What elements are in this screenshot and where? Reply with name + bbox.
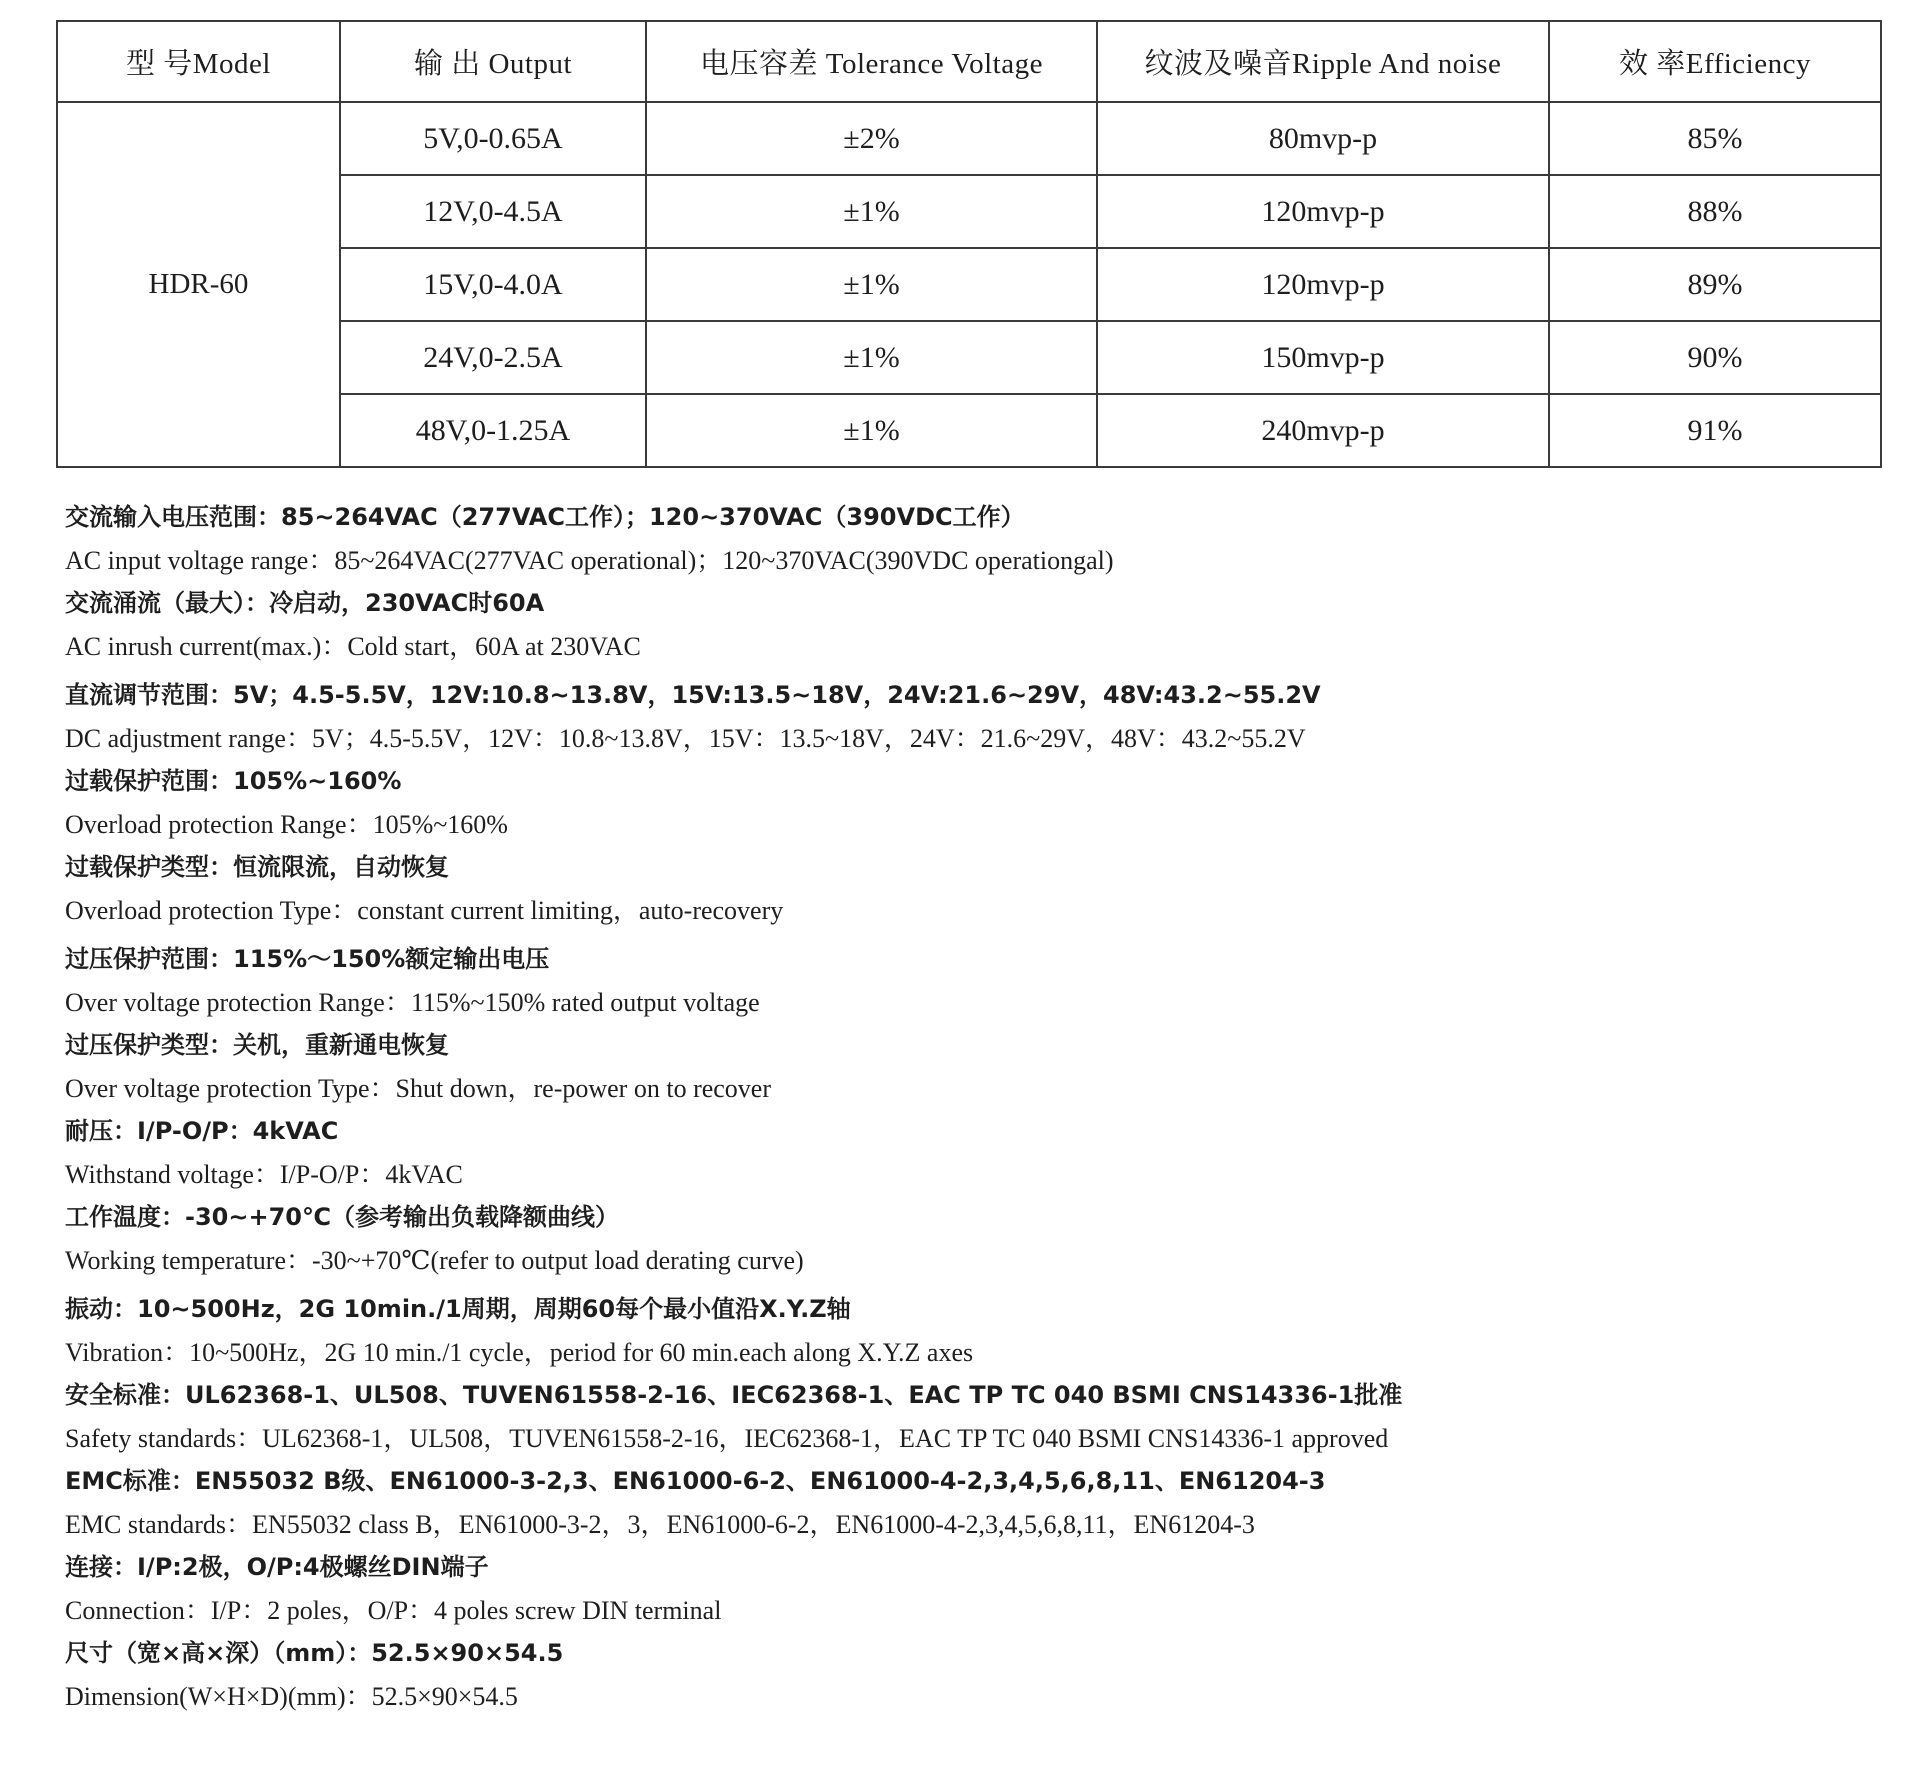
spec-emc-cn: EMC标准：EN55032 B级、EN61000-3-2,3、EN61000-6-2、EN61000-4-2,3,4,5,6,8,11、EN61204-3 <box>65 1467 1326 1495</box>
header-output: 输 出 Output <box>340 21 646 102</box>
spec-ac-input-cn: 交流输入电压范围：85~264VAC（277VAC工作）；120~370VAC（390VDC工作） <box>65 503 1025 531</box>
spec-dimension-cn: 尺寸（宽×高×深）（mm）：52.5×90×54.5 <box>65 1639 564 1667</box>
efficiency-cell: 90% <box>1549 321 1881 394</box>
spec-overvoltage-type-en: Over voltage protection Type：Shut down，re-power on to recover <box>65 1074 771 1103</box>
ripple-cell: 240mvp-p <box>1097 394 1549 467</box>
spec-dimension-en: Dimension(W×H×D)(mm)：52.5×90×54.5 <box>65 1682 518 1711</box>
spec-temperature-en: Working temperature：-30~+70℃(refer to output load derating curve) <box>65 1246 804 1275</box>
spec-overload-range-en: Overload protection Range：105%~160% <box>65 810 508 839</box>
header-tolerance: 电压容差 Tolerance Voltage <box>646 21 1097 102</box>
spec-dc-adjust-en: DC adjustment range：5V；4.5-5.5V，12V：10.8~13.8V，15V：13.5~18V，24V：21.6~29V，48V：43.2~55.2V <box>65 724 1306 753</box>
spec-inrush-cn: 交流涌流（最大）：冷启动，230VAC时60A <box>65 589 545 617</box>
spec-overload-type-cn: 过载保护类型：恒流限流，自动恢复 <box>65 853 449 881</box>
spec-withstand-cn: 耐压：I/P-O/P：4kVAC <box>65 1117 339 1145</box>
spec-safety-en: Safety standards：UL62368-1，UL508，TUVEN61558-2-16，IEC62368-1，EAC TP TC 040 BSMI CNS14336-1 approved <box>65 1424 1389 1453</box>
spec-vibration-cn: 振动：10~500Hz，2G 10min./1周期，周期60每个最小值沿X.Y.Z轴 <box>65 1295 851 1323</box>
spec-overvoltage-range-cn: 过压保护范围：115%～150%额定输出电压 <box>65 945 550 973</box>
output-cell: 15V,0-4.0A <box>340 248 646 321</box>
efficiency-cell: 85% <box>1549 102 1881 175</box>
spec-list <box>65 496 1865 1718</box>
ripple-cell: 150mvp-p <box>1097 321 1549 394</box>
spec-ac-input-en: AC input voltage range：85~264VAC(277VAC operational)；120~370VAC(390VDC operationgal) <box>65 546 1114 575</box>
efficiency-cell: 91% <box>1549 394 1881 467</box>
spec-overload-type-en: Overload protection Type：constant current limiting，auto-recovery <box>65 896 784 925</box>
output-cell: 24V,0-2.5A <box>340 321 646 394</box>
spec-dc-adjust-cn: 直流调节范围：5V；4.5-5.5V，12V:10.8~13.8V，15V:13.5~18V，24V:21.6~29V，48V:43.2~55.2V <box>65 681 1321 709</box>
spec-overload-range-cn: 过载保护范围：105%~160% <box>65 767 402 795</box>
output-cell: 12V,0-4.5A <box>340 175 646 248</box>
tolerance-cell: ±1% <box>646 394 1097 467</box>
efficiency-cell: 88% <box>1549 175 1881 248</box>
spec-temperature-cn: 工作温度：-30~+70℃（参考输出负载降额曲线） <box>65 1203 620 1231</box>
spec-overvoltage-range-en: Over voltage protection Range：115%~150% rated output voltage <box>65 988 760 1017</box>
model-cell: HDR-60 <box>57 102 340 467</box>
table-header-row <box>57 21 1881 102</box>
tolerance-cell: ±1% <box>646 321 1097 394</box>
ripple-cell: 80mvp-p <box>1097 102 1549 175</box>
tolerance-cell: ±2% <box>646 102 1097 175</box>
spec-connection-en: Connection：I/P：2 poles，O/P：4 poles screw DIN terminal <box>65 1596 722 1625</box>
spec-inrush-en: AC inrush current(max.)：Cold start，60A at 230VAC <box>65 632 641 661</box>
spec-table <box>56 20 1882 468</box>
spec-withstand-en: Withstand voltage：I/P-O/P：4kVAC <box>65 1160 463 1189</box>
spec-overvoltage-type-cn: 过压保护类型：关机，重新通电恢复 <box>65 1031 449 1059</box>
tolerance-cell: ±1% <box>646 248 1097 321</box>
output-cell: 48V,0-1.25A <box>340 394 646 467</box>
header-efficiency: 效 率Efficiency <box>1549 21 1881 102</box>
header-model: 型 号Model <box>57 21 340 102</box>
tolerance-cell: ±1% <box>646 175 1097 248</box>
table-row <box>57 102 1881 175</box>
ripple-cell: 120mvp-p <box>1097 175 1549 248</box>
spec-safety-cn: 安全标准：UL62368-1、UL508、TUVEN61558-2-16、IEC62368-1、EAC TP TC 040 BSMI CNS14336-1批准 <box>65 1381 1403 1409</box>
spec-emc-en: EMC standards：EN55032 class B，EN61000-3-2，3，EN61000-6-2，EN61000-4-2,3,4,5,6,8,11，EN61204-3 <box>65 1510 1255 1539</box>
spec-connection-cn: 连接：I/P:2极，O/P:4极螺丝DIN端子 <box>65 1553 489 1581</box>
ripple-cell: 120mvp-p <box>1097 248 1549 321</box>
header-ripple: 纹波及噪音Ripple And noise <box>1097 21 1549 102</box>
output-cell: 5V,0-0.65A <box>340 102 646 175</box>
efficiency-cell: 89% <box>1549 248 1881 321</box>
spec-vibration-en: Vibration：10~500Hz，2G 10 min./1 cycle，period for 60 min.each along X.Y.Z axes <box>65 1338 974 1367</box>
